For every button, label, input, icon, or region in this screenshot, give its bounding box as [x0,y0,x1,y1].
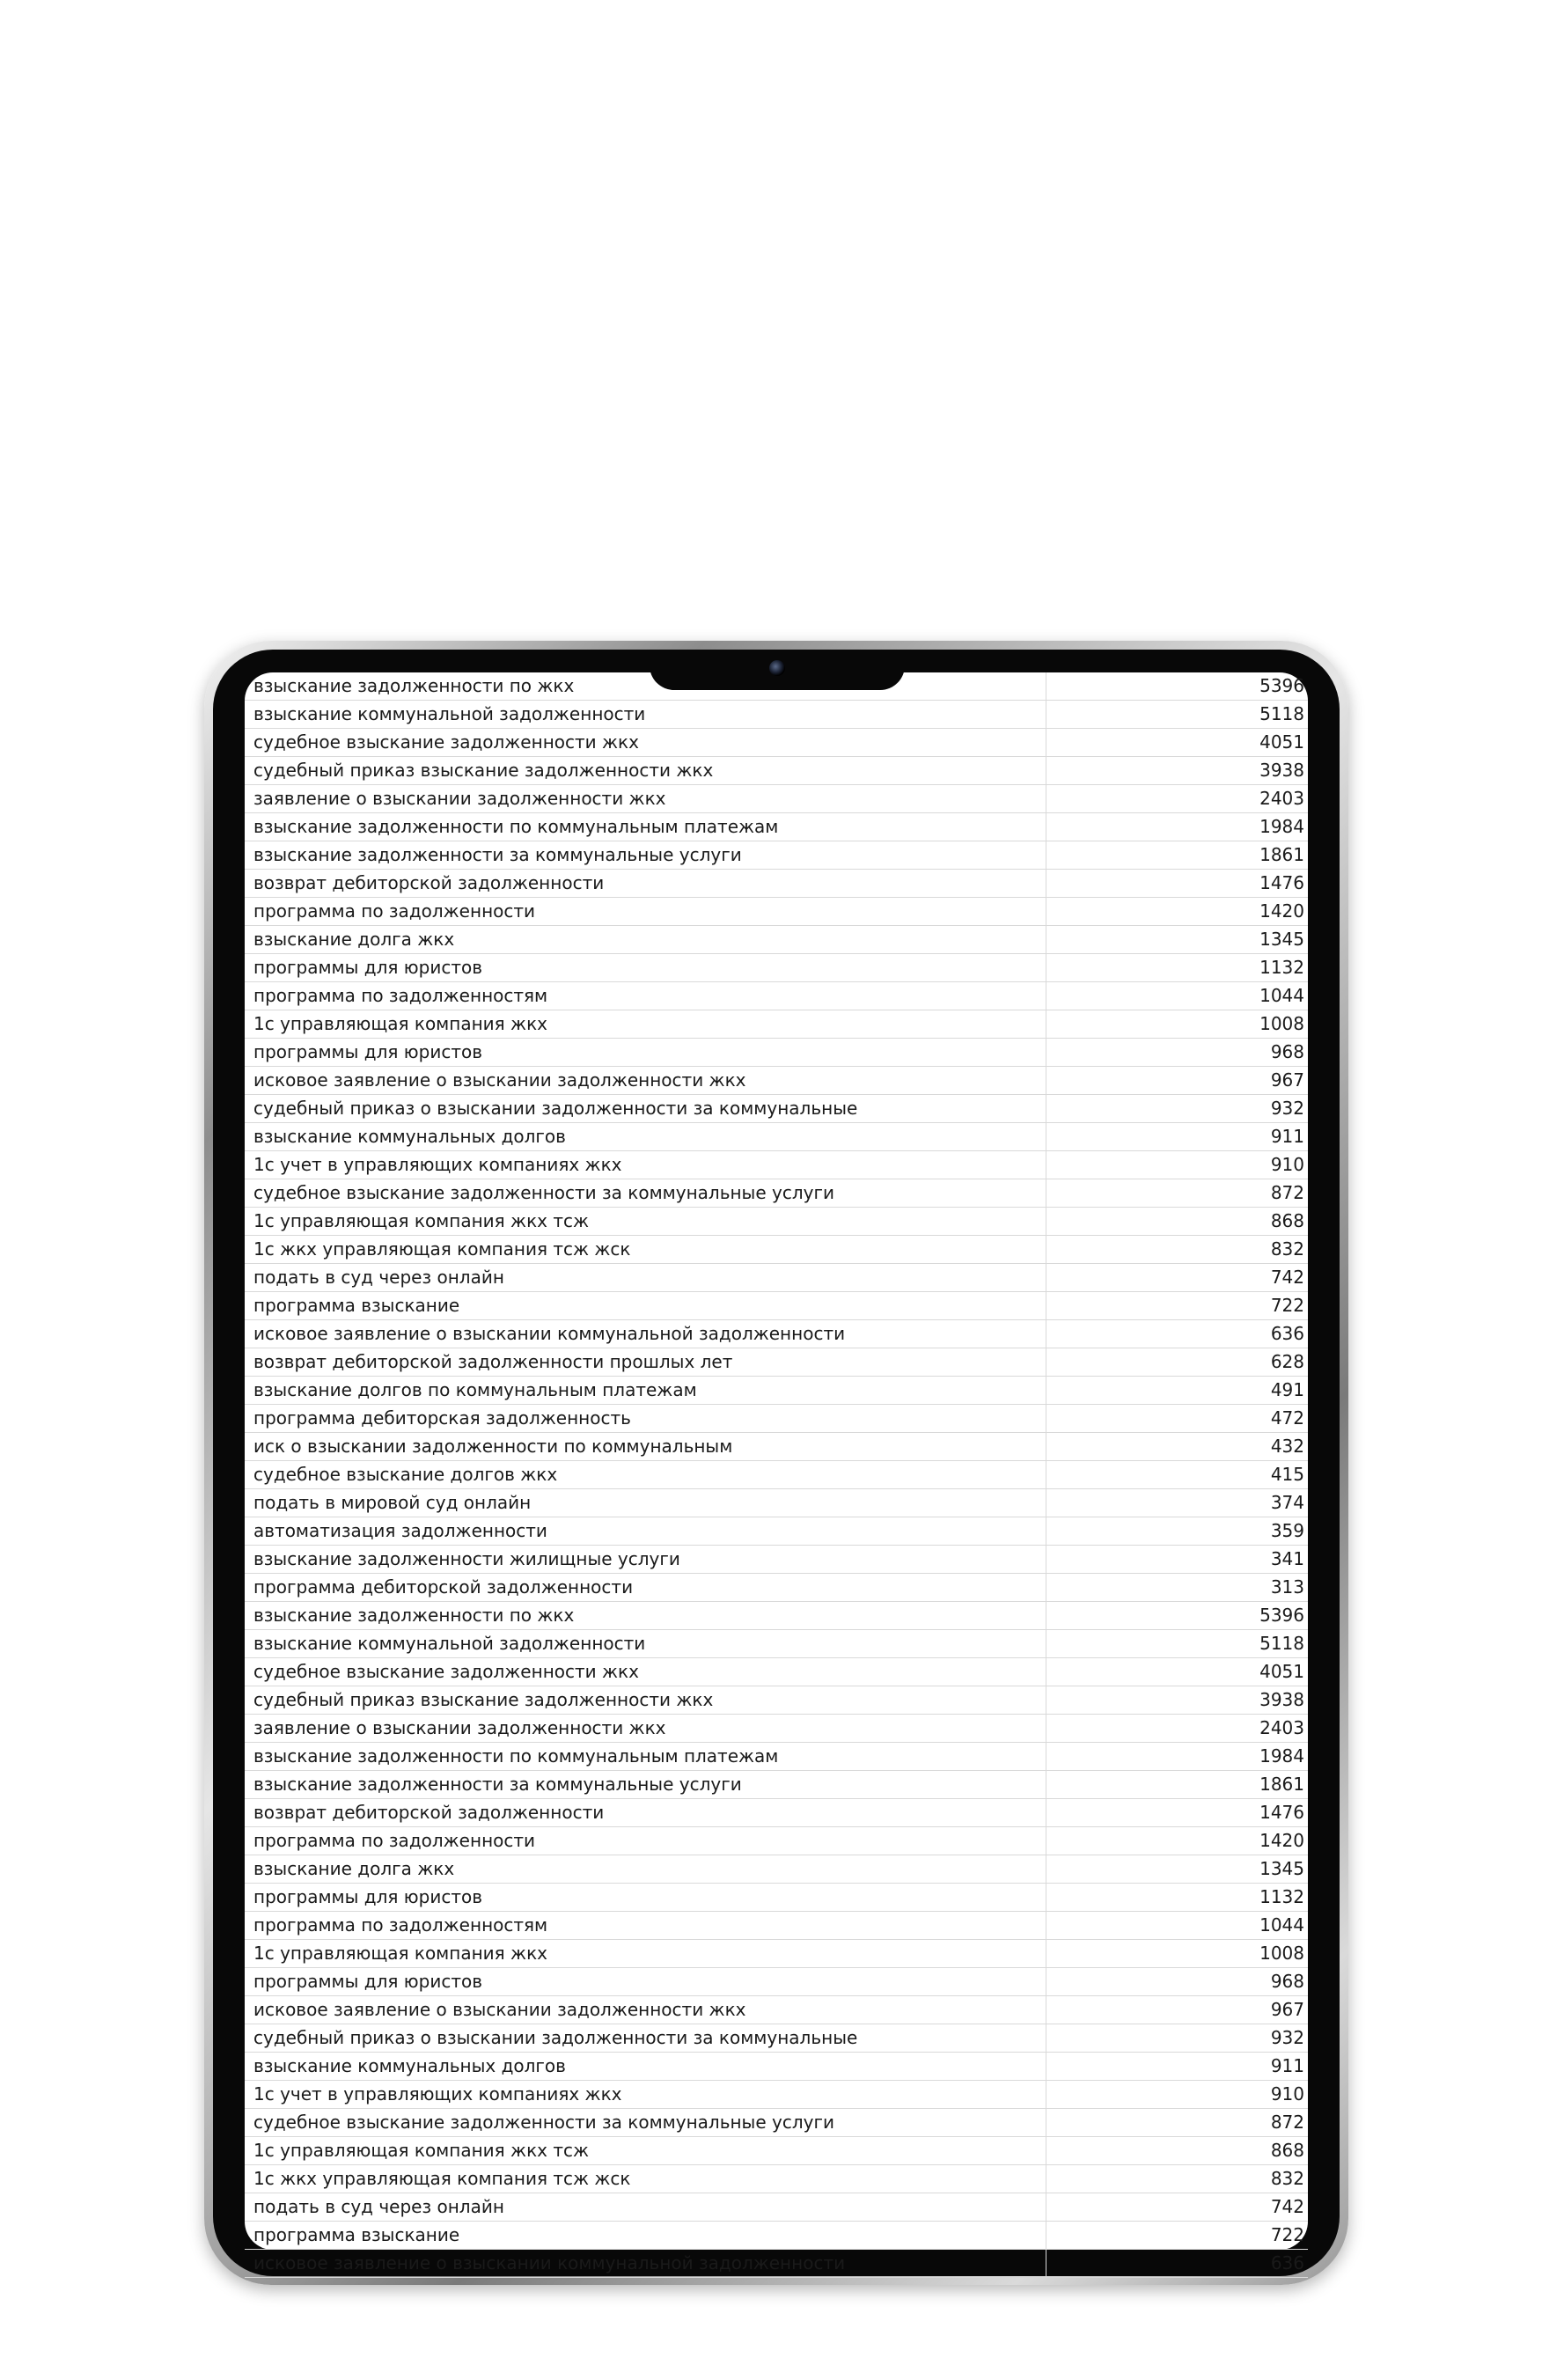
frequency-cell[interactable]: 1008 [1046,1940,1308,1967]
table-row[interactable] [245,1292,1308,1320]
keyword-cell[interactable]: взыскание коммунальных долгов [253,1126,566,1147]
table-row[interactable] [245,1602,1308,1630]
frequency-cell[interactable]: 1420 [1046,1827,1308,1855]
frequency-cell[interactable]: 3938 [1046,757,1308,784]
table-row[interactable] [245,1264,1308,1292]
tablet-device-frame [204,641,1348,2285]
keyword-cell[interactable]: программа по задолженности [253,1830,536,1851]
table-row[interactable] [245,1320,1308,1348]
frequency-cell[interactable]: 872 [1046,2109,1308,2136]
table-row[interactable] [245,954,1308,982]
keyword-cell[interactable]: взыскание задолженности по коммунальным платежам [253,816,779,837]
frequency-cell[interactable]: 967 [1046,1996,1308,2024]
frequency-cell[interactable]: 868 [1046,2137,1308,2164]
table-row[interactable] [245,841,1308,870]
keyword-cell[interactable]: 1с управляющая компания жкх [253,1013,547,1034]
table-row[interactable] [245,1461,1308,1489]
frequency-cell[interactable]: 742 [1046,2193,1308,2221]
keyword-cell[interactable]: программы для юристов [253,1971,482,1992]
table-row[interactable] [245,2137,1308,2165]
keyword-cell[interactable]: взыскание задолженности по жкх [253,675,575,696]
keyword-cell[interactable]: судебное взыскание задолженности жкх [253,1661,639,1682]
keyword-cell[interactable]: программа по задолженностям [253,1914,548,1936]
keyword-cell[interactable]: взыскание задолженности за коммунальные услуги [253,1774,742,1795]
table-row[interactable] [245,2222,1308,2250]
front-camera-icon [769,660,785,676]
frequency-cell[interactable]: 4051 [1046,729,1308,756]
keyword-cell[interactable]: программа по задолженностям [253,985,548,1006]
frequency-cell[interactable]: 932 [1046,2024,1308,2052]
frequency-cell[interactable]: 967 [1046,1067,1308,1094]
frequency-cell[interactable]: 1984 [1046,1743,1308,1770]
table-row[interactable] [245,1151,1308,1179]
table-row[interactable] [245,1377,1308,1405]
keyword-cell[interactable]: программы для юристов [253,1041,482,1062]
frequency-cell[interactable]: 4051 [1046,1658,1308,1686]
keyword-cell[interactable]: программы для юристов [253,957,482,978]
table-row[interactable] [245,1179,1308,1208]
table-row[interactable] [245,1996,1308,2024]
frequency-cell[interactable]: 628 [1046,1348,1308,1376]
frequency-cell[interactable]: 5118 [1046,701,1308,728]
keyword-cell[interactable]: возврат дебиторской задолженности [253,1802,605,1823]
keyword-cell[interactable]: взыскание долга жкх [253,1858,455,1879]
keyword-cell[interactable]: судебный приказ взыскание задолженности жкх [253,760,714,781]
frequency-cell[interactable]: 5396 [1046,672,1308,700]
table-row[interactable] [245,1630,1308,1658]
keyword-cell[interactable]: автоматизация задолженности [253,1520,547,1541]
keyword-cell[interactable]: взыскание коммунальной задолженности [253,703,646,724]
frequency-cell[interactable]: 1420 [1046,898,1308,925]
table-row[interactable] [245,2109,1308,2137]
table-row[interactable] [245,1940,1308,1968]
keyword-cell[interactable]: 1с жкх управляющая компания тсж жск [253,1238,631,1260]
keyword-cell[interactable]: взыскание задолженности по коммунальным платежам [253,1745,779,1767]
table-row[interactable] [245,1010,1308,1039]
table-row[interactable] [245,1546,1308,1574]
table-row[interactable] [245,2081,1308,2109]
table-row[interactable] [245,1658,1308,1686]
frequency-cell[interactable]: 868 [1046,1208,1308,1235]
frequency-cell[interactable]: 832 [1046,1236,1308,1263]
keyword-cell[interactable]: программа дебиторская задолженность [253,1407,631,1429]
keyword-cell[interactable]: судебное взыскание задолженности за коммунальные услуги [253,2112,834,2133]
keyword-cell[interactable]: возврат дебиторской задолженности прошлых лет [253,1351,733,1372]
keyword-cell[interactable]: 1с учет в управляющих компаниях жкх [253,1154,622,1175]
table-row[interactable] [245,757,1308,785]
frequency-cell[interactable]: 722 [1046,2222,1308,2249]
table-row[interactable] [245,1348,1308,1377]
frequency-cell[interactable]: 2403 [1046,785,1308,812]
keyword-cell[interactable]: программы для юристов [253,1886,482,1907]
table-row[interactable] [245,1067,1308,1095]
keyword-cell[interactable]: взыскание коммунальных долгов [253,2055,566,2076]
frequency-cell[interactable]: 1476 [1046,1799,1308,1826]
frequency-cell[interactable]: 313 [1046,1574,1308,1601]
keyword-cell[interactable]: взыскание задолженности жилищные услуги [253,1548,680,1569]
table-row[interactable] [245,2024,1308,2053]
table-row[interactable] [245,1517,1308,1546]
keyword-cell[interactable]: программа дебиторской задолженности [253,1576,634,1598]
frequency-cell[interactable]: 910 [1046,1151,1308,1179]
keyword-table [245,672,1308,2278]
keyword-cell[interactable]: исковое заявление о взыскании коммунальной задолженности [253,1323,846,1344]
tablet-bezel [213,650,1340,2276]
frequency-cell[interactable]: 415 [1046,1461,1308,1488]
keyword-cell[interactable]: судебное взыскание задолженности за коммунальные услуги [253,1182,834,1203]
table-row[interactable] [245,1236,1308,1264]
table-row[interactable] [245,2165,1308,2193]
keyword-cell[interactable]: судебный приказ взыскание задолженности жкх [253,1689,714,1710]
frequency-cell[interactable]: 1044 [1046,982,1308,1010]
frequency-cell[interactable]: 911 [1046,1123,1308,1150]
frequency-cell[interactable]: 432 [1046,1433,1308,1460]
frequency-cell[interactable]: 636 [1046,2250,1308,2277]
table-row[interactable] [245,1855,1308,1884]
frequency-cell[interactable]: 872 [1046,1179,1308,1207]
table-row[interactable] [245,1574,1308,1602]
keyword-cell[interactable]: подать в суд через онлайн [253,2196,504,2217]
frequency-cell[interactable]: 374 [1046,1489,1308,1517]
table-row[interactable] [245,1489,1308,1517]
keyword-cell[interactable]: заявление о взыскании задолженности жкх [253,1717,666,1738]
table-row[interactable] [245,982,1308,1010]
table-row[interactable] [245,1686,1308,1715]
keyword-cell[interactable]: заявление о взыскании задолженности жкх [253,788,666,809]
frequency-cell[interactable]: 1984 [1046,813,1308,841]
frequency-cell[interactable]: 3938 [1046,1686,1308,1714]
keyword-cell[interactable]: судебное взыскание долгов жкх [253,1464,558,1485]
camera-notch [650,650,905,690]
frequency-cell[interactable]: 1345 [1046,1855,1308,1883]
frequency-cell[interactable]: 1044 [1046,1912,1308,1939]
table-row[interactable] [245,2193,1308,2222]
table-row[interactable] [245,1095,1308,1123]
frequency-cell[interactable]: 968 [1046,1968,1308,1995]
table-row[interactable] [245,1743,1308,1771]
table-row[interactable] [245,1771,1308,1799]
keyword-cell[interactable]: судебный приказ о взыскании задолженности за коммунальные [253,2027,858,2048]
tablet-screen [245,672,1308,2273]
table-row[interactable] [245,870,1308,898]
frequency-cell[interactable]: 1861 [1046,841,1308,869]
table-row[interactable] [245,1799,1308,1827]
frequency-cell[interactable]: 742 [1046,1264,1308,1291]
table-row[interactable] [245,1208,1308,1236]
keyword-cell[interactable]: иск о взыскании задолженности по коммунальным [253,1436,733,1457]
keyword-cell[interactable]: исковое заявление о взыскании задолженности жкх [253,1999,746,2020]
frequency-cell[interactable]: 341 [1046,1546,1308,1573]
frequency-cell[interactable]: 968 [1046,1039,1308,1066]
frequency-cell[interactable]: 910 [1046,2081,1308,2108]
table-row[interactable] [245,1968,1308,1996]
frequency-cell[interactable]: 1476 [1046,870,1308,897]
table-row[interactable] [245,898,1308,926]
frequency-cell[interactable]: 1345 [1046,926,1308,953]
keyword-cell[interactable]: 1с жкх управляющая компания тсж жск [253,2168,631,2189]
frequency-cell[interactable]: 636 [1046,1320,1308,1348]
table-row[interactable] [245,701,1308,729]
frequency-cell[interactable]: 359 [1046,1517,1308,1545]
table-row[interactable] [245,1884,1308,1912]
keyword-cell[interactable]: подать в мировой суд онлайн [253,1492,532,1513]
frequency-cell[interactable]: 1008 [1046,1010,1308,1038]
table-row[interactable] [245,1912,1308,1940]
keyword-cell[interactable]: программа по задолженности [253,900,536,922]
table-row[interactable] [245,2250,1308,2278]
table-row[interactable] [245,1039,1308,1067]
keyword-cell[interactable]: возврат дебиторской задолженности [253,872,605,893]
keyword-cell[interactable]: программа взыскание [253,1295,460,1316]
frequency-cell[interactable]: 5396 [1046,1602,1308,1629]
frequency-cell[interactable]: 472 [1046,1405,1308,1432]
keyword-cell[interactable]: 1с управляющая компания жкх [253,1943,547,1964]
table-row[interactable] [245,813,1308,841]
frequency-cell[interactable]: 1861 [1046,1771,1308,1798]
frequency-cell[interactable]: 722 [1046,1292,1308,1319]
frequency-cell[interactable]: 832 [1046,2165,1308,2193]
keyword-cell[interactable]: исковое заявление о взыскании задолженности жкх [253,1069,746,1091]
table-row[interactable] [245,1433,1308,1461]
table-row[interactable] [245,1715,1308,1743]
keyword-cell[interactable]: взыскание долга жкх [253,929,455,950]
table-row[interactable] [245,1827,1308,1855]
frequency-cell[interactable]: 491 [1046,1377,1308,1404]
table-row[interactable] [245,1123,1308,1151]
table-row[interactable] [245,2053,1308,2081]
table-row[interactable] [245,1405,1308,1433]
frequency-cell[interactable]: 1132 [1046,1884,1308,1911]
table-row[interactable] [245,785,1308,813]
keyword-cell[interactable]: судебное взыскание задолженности жкх [253,731,639,753]
frequency-cell[interactable]: 2403 [1046,1715,1308,1742]
keyword-cell[interactable]: 1с управляющая компания жкх тсж [253,2140,590,2161]
keyword-cell[interactable]: взыскание долгов по коммунальным платежам [253,1379,697,1400]
keyword-cell[interactable]: судебный приказ о взыскании задолженности за коммунальные [253,1098,858,1119]
keyword-cell[interactable]: взыскание коммунальной задолженности [253,1633,646,1654]
table-row[interactable] [245,729,1308,757]
frequency-cell[interactable]: 911 [1046,2053,1308,2080]
table-row[interactable] [245,926,1308,954]
keyword-cell[interactable]: 1с учет в управляющих компаниях жкх [253,2083,622,2105]
keyword-cell[interactable]: подать в суд через онлайн [253,1267,504,1288]
frequency-cell[interactable]: 5118 [1046,1630,1308,1657]
frequency-cell[interactable]: 932 [1046,1095,1308,1122]
frequency-cell[interactable]: 1132 [1046,954,1308,981]
keyword-cell[interactable]: исковое заявление о взыскании коммунальной задолженности [253,2252,846,2273]
keyword-cell[interactable]: 1с управляющая компания жкх тсж [253,1210,590,1231]
keyword-cell[interactable]: программа взыскание [253,2224,460,2245]
keyword-cell[interactable]: взыскание задолженности за коммунальные услуги [253,844,742,865]
keyword-cell[interactable]: взыскание задолженности по жкх [253,1605,575,1626]
